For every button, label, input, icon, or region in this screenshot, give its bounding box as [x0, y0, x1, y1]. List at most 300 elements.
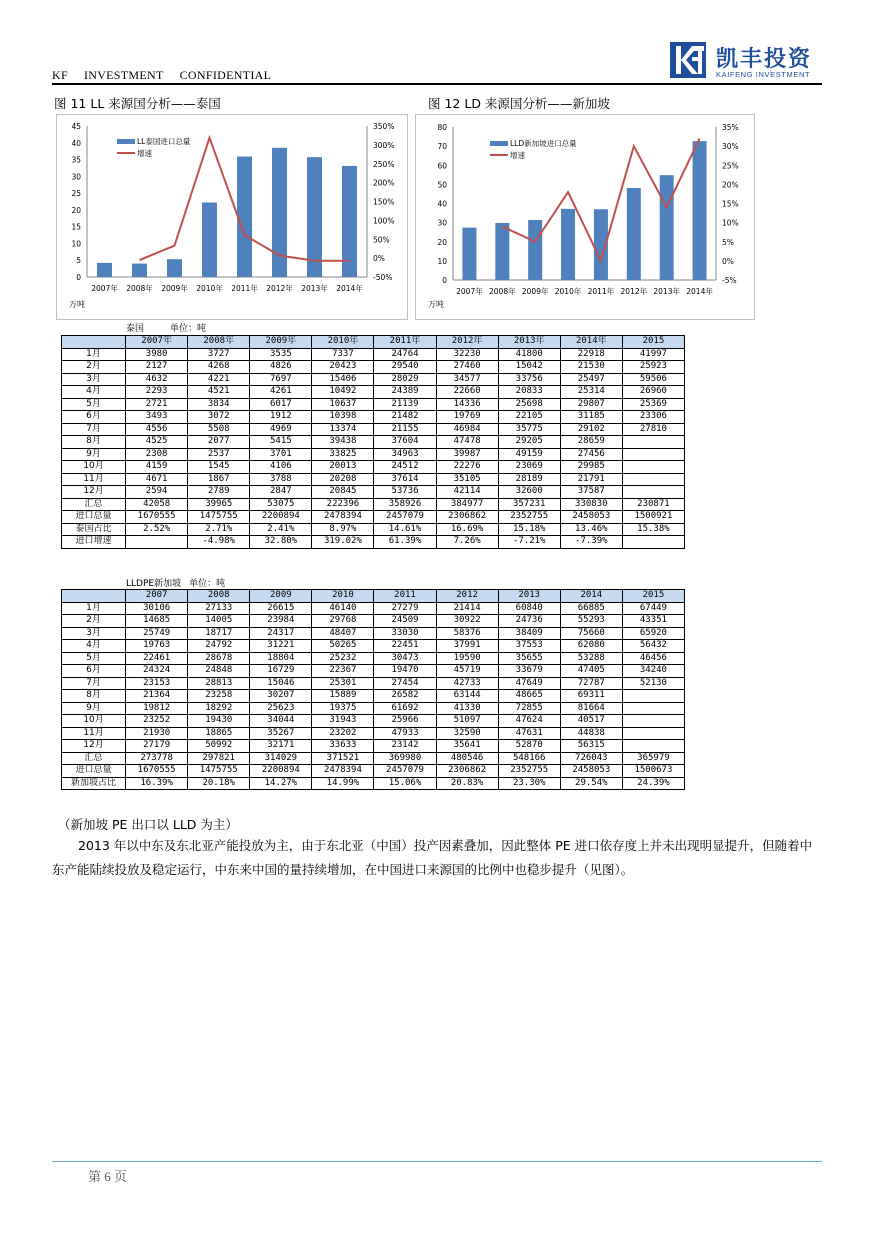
- table1-unit: 单位：吨: [170, 324, 207, 334]
- table-cell: 7.26%: [436, 536, 498, 549]
- table-cell: [622, 727, 684, 740]
- row-label: 3月: [62, 627, 126, 640]
- table-cell: 25749: [126, 627, 188, 640]
- legend-line-swatch: [490, 154, 508, 156]
- table-cell: 56315: [560, 740, 622, 753]
- table-cell: 31185: [560, 411, 622, 424]
- table-cell: 66885: [560, 602, 622, 615]
- table-cell: 365979: [622, 752, 684, 765]
- table-cell: [622, 473, 684, 486]
- table-cell: 15.18%: [498, 523, 560, 536]
- y2-tick-label: 100%: [373, 216, 395, 226]
- table-cell: 25966: [374, 715, 436, 728]
- table-cell: 20208: [312, 473, 374, 486]
- table-row: [62, 536, 685, 549]
- table-row: [62, 752, 685, 765]
- table-cell: 480546: [436, 752, 498, 765]
- table-row: [62, 765, 685, 778]
- table-cell: 4556: [126, 423, 188, 436]
- table-cell: 69311: [560, 690, 622, 703]
- x-tick-label: 2007年: [91, 284, 118, 293]
- row-label: 新加坡占比: [62, 777, 126, 790]
- table-cell: 1670555: [126, 765, 188, 778]
- table-cell: 24764: [374, 348, 436, 361]
- table-cell: 273778: [126, 752, 188, 765]
- table-cell: 24848: [188, 665, 250, 678]
- row-label: 7月: [62, 423, 126, 436]
- row-label: 6月: [62, 411, 126, 424]
- column-header: 2011: [374, 590, 436, 603]
- table-cell: 61692: [374, 702, 436, 715]
- table-cell: 14.27%: [250, 777, 312, 790]
- table-cell: 2306862: [436, 765, 498, 778]
- table-cell: 726043: [560, 752, 622, 765]
- table-cell: 22461: [126, 652, 188, 665]
- table-cell: 33030: [374, 627, 436, 640]
- chart-singapore-legend: [490, 137, 577, 161]
- table-cell: 21930: [126, 727, 188, 740]
- table-cell: 21414: [436, 602, 498, 615]
- table-row: [62, 523, 685, 536]
- logo-subtitle: KAIFENG INVESTMENT: [716, 70, 811, 79]
- table-cell: 25369: [622, 398, 684, 411]
- row-label: 5月: [62, 652, 126, 665]
- bar: [561, 209, 575, 280]
- table-cell: 2478394: [312, 511, 374, 524]
- table-cell: 19763: [126, 640, 188, 653]
- figure-11-title: 图 11 LL 来源国分析——泰国: [54, 96, 221, 111]
- table-cell: 1475755: [188, 765, 250, 778]
- table-row: [62, 702, 685, 715]
- legend-bar-swatch: [490, 141, 508, 146]
- column-header: 2012: [436, 590, 498, 603]
- bar: [272, 148, 287, 277]
- y-tick-label: 40: [437, 199, 447, 209]
- table-cell: [622, 702, 684, 715]
- table-cell: [622, 536, 684, 549]
- row-label: 汇总: [62, 752, 126, 765]
- table-cell: 45719: [436, 665, 498, 678]
- table-cell: 25698: [498, 398, 560, 411]
- table-cell: 16729: [250, 665, 312, 678]
- table-row: [62, 398, 685, 411]
- table-cell: 47624: [498, 715, 560, 728]
- y2-tick-label: 0%: [722, 256, 734, 266]
- table-row: [62, 715, 685, 728]
- table-cell: 34240: [622, 665, 684, 678]
- y-tick-label: 20: [437, 237, 447, 247]
- table-cell: 26960: [622, 386, 684, 399]
- y-tick-label: 30: [71, 172, 81, 182]
- table-cell: 19430: [188, 715, 250, 728]
- table-row: [62, 640, 685, 653]
- table-cell: 50992: [188, 740, 250, 753]
- bar: [167, 259, 182, 277]
- column-header: 2014: [560, 590, 622, 603]
- table-row: [62, 677, 685, 690]
- table-cell: 2.41%: [250, 523, 312, 536]
- table-cell: 2200894: [250, 765, 312, 778]
- table-cell: 65920: [622, 627, 684, 640]
- table-row: [62, 652, 685, 665]
- table-cell: 52130: [622, 677, 684, 690]
- legend-bar-label: LL泰国进口总量: [137, 136, 191, 146]
- table-cell: 4632: [126, 373, 188, 386]
- bar: [97, 263, 112, 277]
- table-cell: 14.61%: [374, 523, 436, 536]
- row-label: 4月: [62, 386, 126, 399]
- table-row: [62, 498, 685, 511]
- table-cell: 319.02%: [312, 536, 374, 549]
- table-cell: 3701: [250, 448, 312, 461]
- y-tick-label: 70: [437, 142, 447, 152]
- table-cell: 35267: [250, 727, 312, 740]
- table-cell: 41800: [498, 348, 560, 361]
- table-header-row: [62, 336, 685, 349]
- table-cell: 50265: [312, 640, 374, 653]
- table-cell: 27810: [622, 423, 684, 436]
- y2-tick-label: 0%: [373, 254, 385, 264]
- table-row: [62, 461, 685, 474]
- table-cell: 384977: [436, 498, 498, 511]
- table-cell: 548166: [498, 752, 560, 765]
- table-cell: 24792: [188, 640, 250, 653]
- table-cell: 25314: [560, 386, 622, 399]
- table-cell: 25497: [560, 373, 622, 386]
- table-cell: 2293: [126, 386, 188, 399]
- table-cell: 2458053: [560, 765, 622, 778]
- x-tick-label: 2013年: [653, 287, 680, 296]
- table-cell: 43351: [622, 615, 684, 628]
- table-cell: 47933: [374, 727, 436, 740]
- table-cell: 15046: [250, 677, 312, 690]
- table-cell: 25623: [250, 702, 312, 715]
- table-cell: 23069: [498, 461, 560, 474]
- table-cell: 49159: [498, 448, 560, 461]
- footer-rule: [52, 1161, 822, 1162]
- table-cell: 20833: [498, 386, 560, 399]
- table-cell: 3072: [188, 411, 250, 424]
- table-cell: 314029: [250, 752, 312, 765]
- table-cell: 6017: [250, 398, 312, 411]
- table-cell: 4671: [126, 473, 188, 486]
- table-cell: 37991: [436, 640, 498, 653]
- table-cell: 20013: [312, 461, 374, 474]
- table-cell: 21155: [374, 423, 436, 436]
- table-cell: 48407: [312, 627, 374, 640]
- table-cell: 14.99%: [312, 777, 374, 790]
- row-label: 2月: [62, 615, 126, 628]
- table1-country: 泰国: [126, 324, 145, 334]
- table-cell: 10637: [312, 398, 374, 411]
- column-header: 2009年: [250, 336, 312, 349]
- table-cell: 29807: [560, 398, 622, 411]
- row-label: 12月: [62, 486, 126, 499]
- column-header: 2013年: [498, 336, 560, 349]
- header-confidential-word: CONFIDENTIAL: [179, 68, 272, 82]
- row-label: 11月: [62, 473, 126, 486]
- y2-tick-label: 350%: [373, 122, 395, 131]
- table-cell: 297821: [188, 752, 250, 765]
- table-cell: 25301: [312, 677, 374, 690]
- table-cell: 2847: [250, 486, 312, 499]
- x-tick-label: 2011年: [231, 284, 258, 293]
- legend-line-label: 增速: [510, 150, 525, 160]
- table-cell: 2308: [126, 448, 188, 461]
- table-cell: 41997: [622, 348, 684, 361]
- table-cell: 31221: [250, 640, 312, 653]
- table-cell: 47478: [436, 436, 498, 449]
- table-row: [62, 373, 685, 386]
- table-cell: 21482: [374, 411, 436, 424]
- table-cell: 2200894: [250, 511, 312, 524]
- table-cell: 47649: [498, 677, 560, 690]
- table-cell: 34577: [436, 373, 498, 386]
- y2-tick-label: 10%: [722, 218, 739, 228]
- bar: [528, 220, 542, 280]
- table-cell: 3834: [188, 398, 250, 411]
- y-tick-label: 45: [71, 122, 81, 131]
- table-cell: 42733: [436, 677, 498, 690]
- table-cell: 28659: [560, 436, 622, 449]
- row-label: 9月: [62, 702, 126, 715]
- row-label: 1月: [62, 602, 126, 615]
- table-cell: 23306: [622, 411, 684, 424]
- table-cell: 56432: [622, 640, 684, 653]
- table-cell: 30473: [374, 652, 436, 665]
- table-cell: 2.52%: [126, 523, 188, 536]
- table-cell: 39965: [188, 498, 250, 511]
- table-cell: 19769: [436, 411, 498, 424]
- column-header: 2012年: [436, 336, 498, 349]
- company-logo: [668, 40, 828, 84]
- table-row: [62, 411, 685, 424]
- table-cell: 25923: [622, 361, 684, 374]
- table-cell: 34044: [250, 715, 312, 728]
- bar: [237, 157, 252, 277]
- table-cell: 358926: [374, 498, 436, 511]
- logo-name: 凯丰投资: [716, 47, 813, 72]
- y2-tick-label: 50%: [373, 235, 390, 245]
- table-cell: 16.69%: [436, 523, 498, 536]
- table-cell: 14336: [436, 398, 498, 411]
- bar: [495, 223, 509, 280]
- table-cell: 22918: [560, 348, 622, 361]
- table-cell: 2306862: [436, 511, 498, 524]
- bar: [627, 188, 641, 280]
- table-cell: 330830: [560, 498, 622, 511]
- table-cell: 4261: [250, 386, 312, 399]
- table-cell: 230871: [622, 498, 684, 511]
- chart-thailand-legend: [117, 135, 190, 159]
- table-cell: 3980: [126, 348, 188, 361]
- table-cell: 34963: [374, 448, 436, 461]
- table-cell: 24736: [498, 615, 560, 628]
- table-row: [62, 777, 685, 790]
- column-header: 2013: [498, 590, 560, 603]
- table-cell: 2458053: [560, 511, 622, 524]
- y2-tick-label: 35%: [722, 123, 739, 132]
- table-cell: 21791: [560, 473, 622, 486]
- y-tick-label: 15: [71, 222, 81, 232]
- table-cell: 7697: [250, 373, 312, 386]
- row-label: 3月: [62, 373, 126, 386]
- table-cell: 32.80%: [250, 536, 312, 549]
- table-cell: 2127: [126, 361, 188, 374]
- table-cell: 7337: [312, 348, 374, 361]
- table-cell: -4.98%: [188, 536, 250, 549]
- table-cell: 35655: [498, 652, 560, 665]
- header-kf: KF: [52, 68, 68, 82]
- y-tick-label: 0: [442, 276, 447, 285]
- table-cell: 38409: [498, 627, 560, 640]
- table-cell: 28678: [188, 652, 250, 665]
- row-label: 12月: [62, 740, 126, 753]
- table-cell: 48665: [498, 690, 560, 703]
- table-cell: 2457079: [374, 765, 436, 778]
- table-cell: 24.39%: [622, 777, 684, 790]
- table-cell: 44838: [560, 727, 622, 740]
- y-tick-label: 5: [76, 256, 81, 266]
- y-tick-label: 50: [437, 180, 447, 190]
- table-cell: 19590: [436, 652, 498, 665]
- table-cell: 42058: [126, 498, 188, 511]
- table-row: [62, 423, 685, 436]
- table-cell: 19812: [126, 702, 188, 715]
- row-label: 进口增速: [62, 536, 126, 549]
- y-tick-label: 10: [437, 256, 447, 266]
- row-label: 10月: [62, 461, 126, 474]
- table-cell: 35775: [498, 423, 560, 436]
- table-cell: 21530: [560, 361, 622, 374]
- table-cell: 2077: [188, 436, 250, 449]
- table-cell: 63144: [436, 690, 498, 703]
- chart-singapore-svg: [416, 115, 756, 321]
- table-cell: 26615: [250, 602, 312, 615]
- table-cell: 30106: [126, 602, 188, 615]
- table-cell: 18804: [250, 652, 312, 665]
- column-header: 2007: [126, 590, 188, 603]
- chart-thailand-unit: 万吨: [69, 300, 85, 309]
- table2-unit: 单位：吨: [189, 579, 226, 589]
- column-header: 2015: [622, 590, 684, 603]
- table-cell: 1500673: [622, 765, 684, 778]
- table-cell: 2789: [188, 486, 250, 499]
- column-header: 2011年: [374, 336, 436, 349]
- table-row: [62, 627, 685, 640]
- table-cell: 47631: [498, 727, 560, 740]
- x-tick-label: 2014年: [686, 287, 713, 296]
- x-tick-label: 2014年: [336, 284, 363, 293]
- column-header: 2014年: [560, 336, 622, 349]
- row-label: 5月: [62, 398, 126, 411]
- table-cell: 75660: [560, 627, 622, 640]
- table-cell: 55293: [560, 615, 622, 628]
- table-cell: 5508: [188, 423, 250, 436]
- table-row: [62, 448, 685, 461]
- table2-country: LLDPE新加坡: [126, 579, 182, 589]
- table-cell: 357231: [498, 498, 560, 511]
- table-row: [62, 486, 685, 499]
- table-cell: 72787: [560, 677, 622, 690]
- legend-bar-label: LLD新加坡进口总量: [510, 138, 577, 148]
- row-label: 6月: [62, 665, 126, 678]
- table-cell: 23984: [250, 615, 312, 628]
- y-tick-label: 10: [71, 239, 81, 249]
- table-cell: 33679: [498, 665, 560, 678]
- table-cell: 13374: [312, 423, 374, 436]
- table-cell: 24512: [374, 461, 436, 474]
- table-cell: 61.39%: [374, 536, 436, 549]
- table-cell: 2478394: [312, 765, 374, 778]
- table-cell: 1912: [250, 411, 312, 424]
- table-cell: 62080: [560, 640, 622, 653]
- legend-bar-swatch: [117, 139, 135, 144]
- table1-caption: [126, 321, 206, 334]
- table-cell: [622, 461, 684, 474]
- table-row: [62, 348, 685, 361]
- legend-line-swatch: [117, 152, 135, 154]
- table-cell: 27456: [560, 448, 622, 461]
- table-cell: 1475755: [188, 511, 250, 524]
- table-cell: 4826: [250, 361, 312, 374]
- table-cell: 22660: [436, 386, 498, 399]
- row-label: 9月: [62, 448, 126, 461]
- table-cell: 1867: [188, 473, 250, 486]
- table-cell: 30922: [436, 615, 498, 628]
- y-tick-label: 80: [437, 123, 447, 132]
- table-cell: 10492: [312, 386, 374, 399]
- table-cell: 20423: [312, 361, 374, 374]
- table-cell: 4221: [188, 373, 250, 386]
- table-cell: 24317: [250, 627, 312, 640]
- table-cell: 16.39%: [126, 777, 188, 790]
- row-label: 进口总量: [62, 765, 126, 778]
- table-cell: 41330: [436, 702, 498, 715]
- table-cell: 27460: [436, 361, 498, 374]
- table-cell: 37553: [498, 640, 560, 653]
- table-cell: 25232: [312, 652, 374, 665]
- table-row: [62, 473, 685, 486]
- table-cell: 23153: [126, 677, 188, 690]
- table-cell: 24509: [374, 615, 436, 628]
- column-header: 2010年: [312, 336, 374, 349]
- singapore-import-table: [61, 589, 685, 790]
- table-cell: 13.46%: [560, 523, 622, 536]
- row-label: 10月: [62, 715, 126, 728]
- y2-tick-label: 20%: [722, 180, 739, 190]
- table-corner-cell: [62, 336, 126, 349]
- column-header: 2007年: [126, 336, 188, 349]
- x-tick-label: 2012年: [266, 284, 293, 293]
- table-cell: 2537: [188, 448, 250, 461]
- table-cell: 19375: [312, 702, 374, 715]
- table-cell: 10398: [312, 411, 374, 424]
- page-number: 第 6 页: [88, 1169, 128, 1184]
- table-cell: 4268: [188, 361, 250, 374]
- table-cell: 2.71%: [188, 523, 250, 536]
- table-cell: 18292: [188, 702, 250, 715]
- table-cell: 32171: [250, 740, 312, 753]
- table-cell: 2457079: [374, 511, 436, 524]
- table-cell: 22105: [498, 411, 560, 424]
- table-cell: 46984: [436, 423, 498, 436]
- table-cell: 369980: [374, 752, 436, 765]
- legend-line-label: 增速: [137, 148, 152, 158]
- table-row: [62, 615, 685, 628]
- table-cell: 72855: [498, 702, 560, 715]
- table-cell: 52870: [498, 740, 560, 753]
